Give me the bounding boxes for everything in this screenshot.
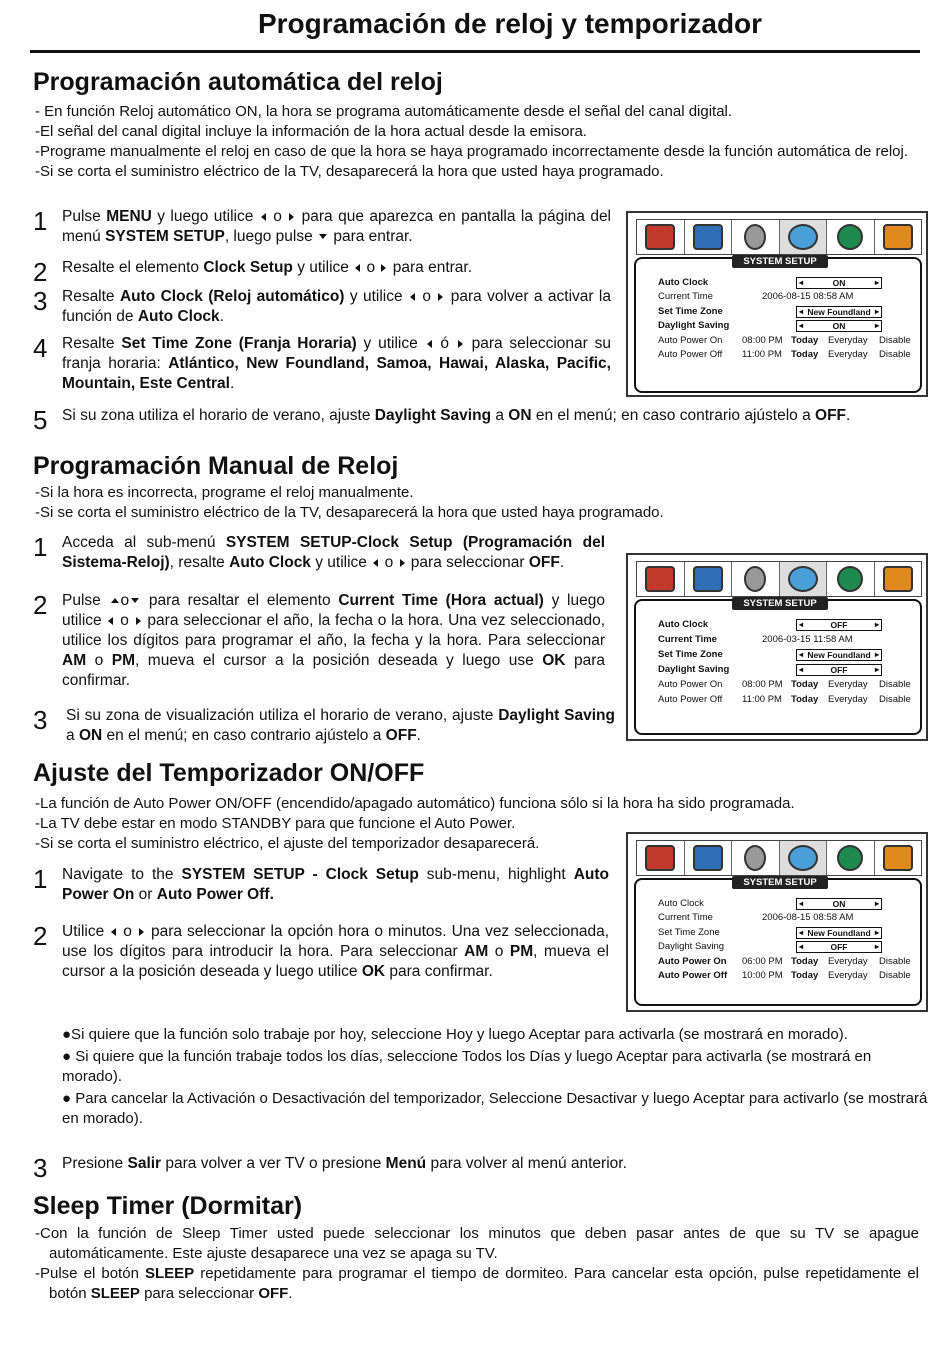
menu-label-power-off: Auto Power Off: [658, 970, 728, 981]
power-on-time: 08:00 PM: [742, 335, 783, 346]
setup-icon: [788, 566, 818, 592]
disable-option: Disable: [879, 335, 911, 346]
section-body-sleep-timer: [35, 1224, 919, 1304]
arrow-right-icon: [136, 617, 141, 625]
picture-icon: [645, 845, 675, 871]
today-option: Today: [791, 335, 819, 346]
system-setup-screenshot-1: [626, 211, 928, 397]
menu-label-daylight-saving: Daylight Saving: [658, 320, 730, 331]
menu-icon-bar: [636, 840, 922, 876]
menu-label-power-on: Auto Power On: [658, 956, 727, 967]
menu-label-current-time: Current Time: [658, 912, 713, 923]
picture-icon: [645, 566, 675, 592]
disable-option: Disable: [879, 679, 911, 690]
today-option: Today: [791, 679, 819, 690]
everyday-option: Everyday: [828, 694, 868, 705]
sleep-paragraph-1: -Con la función de Sleep Timer usted puede seleccionar los minutos que deben pasar antes de que su TV se apague automáticamente. Este ajuste desaparece una vez se apaga su TV.: [35, 1225, 919, 1262]
step-number: 1: [33, 206, 48, 236]
section-heading-sleep-timer: Sleep Timer (Dormitar): [33, 1192, 303, 1220]
intro-line: -Si se corta el suministro eléctrico, el ajuste del temporizador desaparecerá.: [35, 835, 540, 852]
intro-line: -El señal del canal digital incluye la información de la hora actual desde la emisora.: [35, 123, 587, 140]
step-3-manual-clock: 3 Si su zona de visualización utiliza el horario de verano, ajuste Daylight Saving a ON en el menú; en caso contrario ajústelo a OFF.: [33, 705, 615, 744]
auto-clock-selector: ◂ ON ▸: [796, 277, 882, 289]
intro-line: -Si se corta el suministro eléctrico de la TV, desaparecerá la hora que usted haya programado.: [35, 504, 664, 521]
time-zone-selector: ◂ New Foundland ▸: [796, 927, 882, 939]
step-number: 5: [33, 405, 48, 435]
menu-label-auto-clock: Auto Clock: [658, 277, 709, 288]
disable-option: Disable: [879, 349, 911, 360]
section-heading-manual-clock: Programación Manual de Reloj: [33, 452, 399, 480]
section-heading-timer: Ajuste del Temporizador ON/OFF: [33, 759, 425, 787]
arrow-left-icon: [373, 559, 378, 567]
feature-icon: [883, 566, 913, 592]
step-3-auto-clock: 3 Resalte Auto Clock (Reloj automático) y utilice o para volver a activar la función de Auto Clock.: [33, 286, 611, 325]
sound-icon: [744, 224, 766, 250]
globe-icon: [837, 224, 863, 250]
arrow-right-icon: [289, 213, 294, 221]
arrow-down-icon: [131, 598, 139, 603]
menu-label-time-zone: Set Time Zone: [658, 927, 720, 938]
step-3-timer: 3 Presione Salir para volver a ver TV o presione Menú para volver al menú anterior.: [33, 1153, 627, 1183]
auto-clock-selector: ◂ OFF ▸: [796, 619, 882, 631]
arrow-left-icon: [111, 928, 116, 936]
today-option: Today: [791, 970, 819, 981]
daylight-saving-selector: ◂ OFF ▸: [796, 664, 882, 676]
bullet-today: ●Si quiere que la función solo trabaje por hoy, seleccione Hoy y luego Aceptar para activarla (se mostrará en morado).: [62, 1026, 848, 1043]
system-setup-screenshot-2: [626, 553, 928, 741]
menu-label-power-off: Auto Power Off: [658, 349, 723, 360]
menu-label-daylight-saving: Daylight Saving: [658, 664, 730, 675]
page-title: Programación de reloj y temporizador: [257, 8, 763, 39]
step-4-auto-clock: 4 Resalte Set Time Zone (Franja Horaria) y utilice ó para seleccionar su franja horaria: Atlántico, New Foundland, Samoa, Hawai, Alaska, Pacific, Mountain, Este Central.: [33, 333, 611, 392]
current-time-value: 2006-08-15 08:58 AM: [762, 912, 854, 923]
menu-label-power-on: Auto Power On: [658, 335, 723, 346]
time-zone-selector: ◂ New Foundland ▸: [796, 306, 882, 318]
step-2-auto-clock: 2 Resalte el elemento Clock Setup y utilice o para entrar.: [33, 257, 473, 287]
menu-label-current-time: Current Time: [658, 291, 713, 302]
menu-label-time-zone: Set Time Zone: [658, 306, 723, 317]
menu-icon-bar: [636, 561, 922, 597]
screen-header: SYSTEM SETUP: [732, 876, 828, 889]
step-1-auto-clock: 1 Pulse MENU y luego utilice o para que aparezca en pantalla la página del menú SYSTEM SETUP, luego pulse para entrar.: [33, 206, 612, 245]
daylight-saving-selector: ◂ OFF ▸: [796, 941, 882, 953]
menu-label-power-off: Auto Power Off: [658, 694, 723, 705]
disable-option: Disable: [879, 970, 911, 981]
arrow-left-icon: [410, 293, 415, 301]
setup-icon: [788, 845, 818, 871]
step-number: 1: [33, 532, 48, 562]
setup-screen: [634, 878, 922, 1006]
setup-screen: [634, 599, 922, 735]
step-2-manual-clock: 2 Pulse o para resaltar el elemento Current Time (Hora actual) y luego utilice o para seleccionar el año, la fecha o la hora. Una vez seleccionado, utilice los dígitos para programar el año, la fecha y la hora. Para seleccionar AM o PM, mueva el cursor a la posición deseada y luego use OK para confirmar.: [33, 590, 606, 689]
globe-icon: [837, 845, 863, 871]
everyday-option: Everyday: [828, 956, 868, 967]
power-on-time: 06:00 PM: [742, 956, 783, 967]
channel-icon: [693, 845, 723, 871]
bullet-everyday: ● Si quiere que la función trabaje todos los días, seleccione Todos los Días y luego Aceptar para activarla (se mostrará en morado).: [62, 1048, 872, 1085]
bullet-disable: ● Para cancelar la Activación o Desactivación del temporizador, Seleccione Desactivar y luego Aceptar para activarlo (se mostrará en morado).: [62, 1090, 928, 1127]
current-time-value: 2006-08-15 08:58 AM: [762, 291, 854, 302]
sound-icon: [744, 845, 766, 871]
today-option: Today: [791, 694, 819, 705]
everyday-option: Everyday: [828, 970, 868, 981]
everyday-option: Everyday: [828, 679, 868, 690]
intro-line: -Si se corta el suministro eléctrico de la TV, desaparecerá la hora que usted haya programado.: [35, 163, 664, 180]
menu-label-auto-clock: Auto Clock: [658, 898, 704, 909]
intro-line: -La TV debe estar en modo STANDBY para que funcione el Auto Power.: [35, 815, 516, 832]
menu-label-auto-clock: Auto Clock: [658, 619, 709, 630]
arrow-right-icon: [381, 264, 386, 272]
power-off-time: 11:00 PM: [742, 694, 782, 705]
step-number: 2: [33, 921, 48, 951]
everyday-option: Everyday: [828, 335, 868, 346]
system-setup-screenshot-3: [626, 832, 928, 1012]
channel-icon: [693, 566, 723, 592]
everyday-option: Everyday: [828, 349, 868, 360]
arrow-right-icon: [400, 559, 405, 567]
intro-line: - En función Reloj automático ON, la hora se programa automáticamente desde el señal del canal digital.: [35, 103, 733, 120]
time-zone-selector: ◂ New Foundland ▸: [796, 649, 882, 661]
intro-line: -Si la hora es incorrecta, programe el reloj manualmente.: [35, 484, 414, 501]
arrow-down-icon: [319, 234, 327, 239]
arrow-left-icon: [355, 264, 360, 272]
menu-label-time-zone: Set Time Zone: [658, 649, 723, 660]
section-intro-auto-clock: [35, 102, 913, 182]
channel-icon: [693, 224, 723, 250]
arrow-left-icon: [261, 213, 266, 221]
step-number: 3: [33, 286, 48, 316]
arrow-right-icon: [139, 928, 144, 936]
power-off-time: 10:00 PM: [742, 970, 783, 981]
feature-icon: [883, 224, 913, 250]
step-number: 3: [33, 705, 48, 735]
picture-icon: [645, 224, 675, 250]
today-option: Today: [791, 349, 819, 360]
disable-option: Disable: [879, 956, 911, 967]
setup-icon: [788, 224, 818, 250]
step-1-timer: 1 Navigate to the SYSTEM SETUP - Clock Setup sub-menu, highlight Auto Power On or Auto Power Off.: [33, 864, 609, 903]
step-number: 3: [33, 1153, 48, 1183]
current-time-value: 2006-03-15 11:58 AM: [762, 634, 853, 645]
today-option: Today: [791, 956, 819, 967]
sleep-paragraph-2: -Pulse el botón SLEEP repetidamente para programar el tiempo de dormiteo. Para cancelar esta opción, pulse repetidamente el botón SLEEP para seleccionar OFF.: [35, 1265, 919, 1302]
step-number: 2: [33, 257, 48, 287]
title-divider: [30, 50, 920, 53]
menu-label-daylight-saving: Daylight Saving: [658, 941, 725, 952]
arrow-right-icon: [438, 293, 443, 301]
section-intro-manual-clock: [35, 483, 913, 523]
sound-icon: [744, 566, 766, 592]
menu-icon-bar: [636, 219, 922, 255]
step-5-auto-clock: 5 Si su zona utiliza el horario de verano, ajuste Daylight Saving a ON en el menú; en caso contrario ajústelo a OFF.: [33, 405, 851, 435]
power-on-time: 08:00 PM: [742, 679, 783, 690]
daylight-saving-selector: ◂ ON ▸: [796, 320, 882, 332]
arrow-up-icon: [111, 598, 119, 603]
step-number: 2: [33, 590, 48, 620]
step-1-manual-clock: 1 Acceda al sub-menú SYSTEM SETUP-Clock Setup (Programación del Sistema-Reloj), resalte Auto Clock y utilice o para seleccionar OFF.: [33, 532, 605, 571]
menu-label-power-on: Auto Power On: [658, 679, 723, 690]
globe-icon: [837, 566, 863, 592]
step-number: 1: [33, 864, 48, 894]
intro-line: -Programe manualmente el reloj en caso de que la hora se haya programado incorrectamente desde la función automática de reloj.: [35, 143, 909, 160]
power-off-time: 11:00 PM: [742, 349, 782, 360]
step-number: 4: [33, 333, 48, 363]
arrow-left-icon: [427, 340, 432, 348]
auto-clock-selector: ◂ ON ▸: [796, 898, 882, 910]
intro-line: -La función de Auto Power ON/OFF (encendido/apagado automático) funciona sólo si la hora ha sido programada.: [35, 795, 795, 812]
disable-option: Disable: [879, 694, 911, 705]
arrow-left-icon: [108, 617, 113, 625]
menu-label-current-time: Current Time: [658, 634, 717, 645]
section-heading-auto-clock: Programación automática del reloj: [33, 68, 443, 96]
feature-icon: [883, 845, 913, 871]
screen-header: SYSTEM SETUP: [732, 255, 828, 268]
setup-screen: [634, 257, 922, 393]
screen-header: SYSTEM SETUP: [732, 597, 828, 610]
arrow-right-icon: [458, 340, 463, 348]
step-2-timer: 2 Utilice o para seleccionar la opción hora o minutos. Una vez seleccionada, use los dígitos para introducir la hora. Para seleccionar AM o PM, mueva el cursor a la posición deseada y luego utilice OK para confirmar.: [33, 921, 610, 980]
